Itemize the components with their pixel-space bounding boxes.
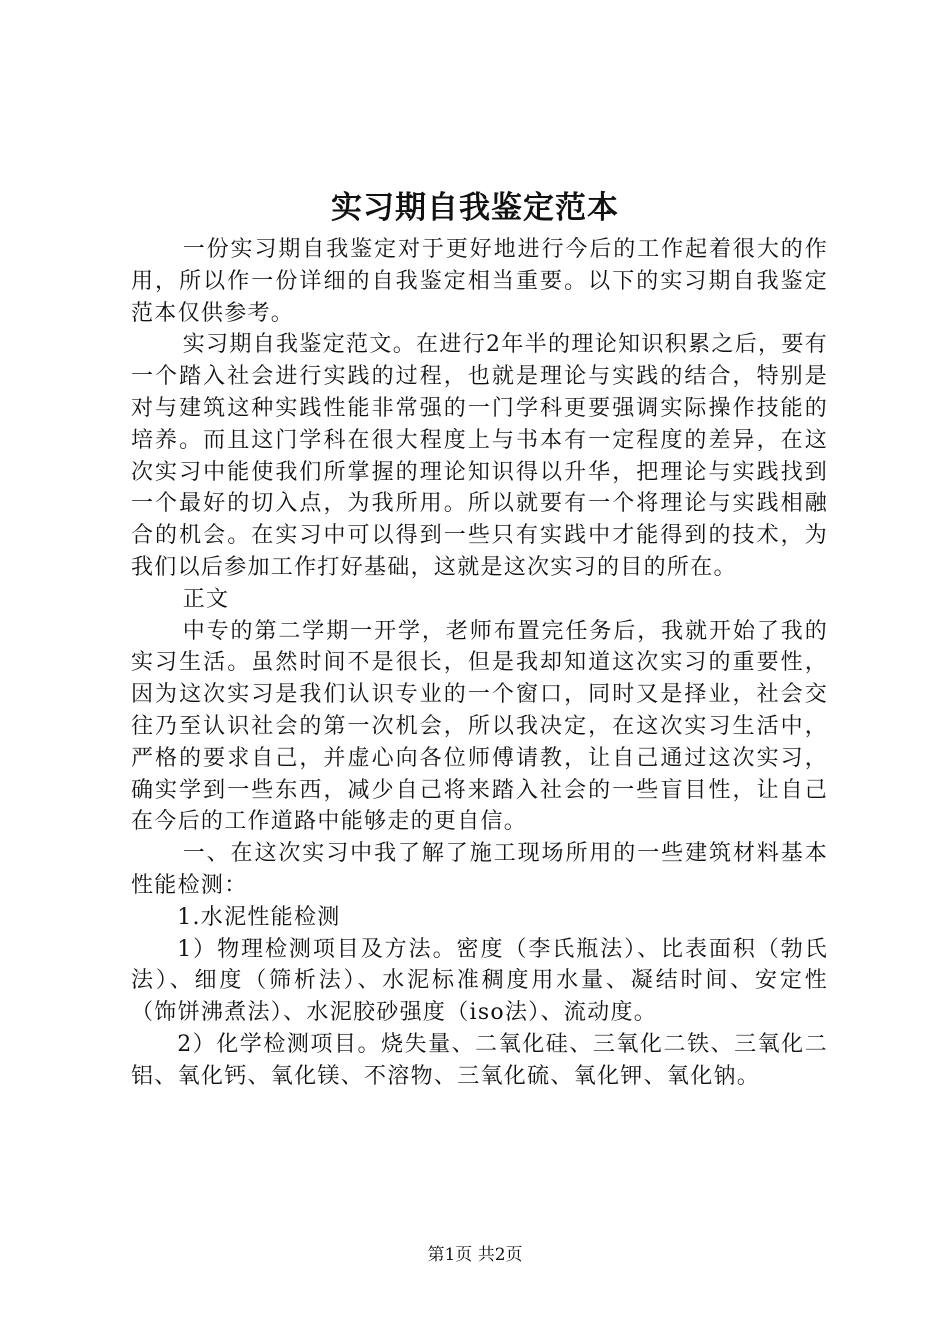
paragraph-heading-main: 正文: [182, 586, 230, 612]
page-number-footer: 第1页 共2页: [427, 1245, 523, 1265]
paragraph-purpose: 实习期自我鉴定范文。在进行2年半的理论知识积累之后，要有一个踏入社会进行实践的过程，也就是理论与实践的结合，特别是对与建筑这种实践性能非常强的一门学科更要强调实际操作技能的培养。而且这门学科在很大程度上与书本有一定程度的差异，在这次实习中能使我们所掌握的理论知识得以升华，把理论与实践找到一个最好的切入点，为我所用。所以就要有一个将理论与实践相融合的机会。在实习中可以得到一些只有实践中才能得到的技术，为我们以后参加工作打好基础，这就是这次实习的目的所在。: [131, 332, 828, 580]
document-body: [131, 234, 828, 1093]
document-title: 实习期自我鉴定范本: [331, 190, 619, 226]
paragraph-section-one: 一、在这次实习中我了解了施工现场所用的一些建筑材料基本性能检测：: [131, 841, 828, 898]
paragraph-internship-start: 中专的第二学期一开学，老师布置完任务后，我就开始了我的实习生活。虽然时间不是很长，但是我却知道这次实习的重要性，因为这次实习是我们认识专业的一个窗口，同时又是择业，社会交往乃至认识社会的第一次机会，所以我决定，在这次实习生活中，严格的要求自己，并虚心向各位师傅请教，让自己通过这次实习，确实学到一些东西，减少自己将来踏入社会的一些盲目性，让自己在今后的工作道路中能够走的更自信。: [131, 618, 828, 835]
paragraph-intro: 一份实习期自我鉴定对于更好地进行今后的工作起着很大的作用，所以作一份详细的自我鉴定相当重要。以下的实习期自我鉴定范本仅供参考。: [131, 237, 828, 326]
paragraph-chemical-tests: 2）化学检测项目。烧失量、二氧化硅、三氧化二铁、三氧化二铝、氧化钙、氧化镁、不溶物、三氧化硫、氧化钾、氧化钠。: [131, 1031, 828, 1089]
paragraph-cement-heading: 1.水泥性能检测: [177, 904, 341, 930]
paragraph-physical-tests: 1）物理检测项目及方法。密度（李氏瓶法）、比表面积（勃氏法）、细度（筛析法）、水泥标准稠度用水量、凝结时间、安定性（饰饼沸煮法）、水泥胶砂强度（iso法）、流动度。: [131, 936, 828, 1026]
